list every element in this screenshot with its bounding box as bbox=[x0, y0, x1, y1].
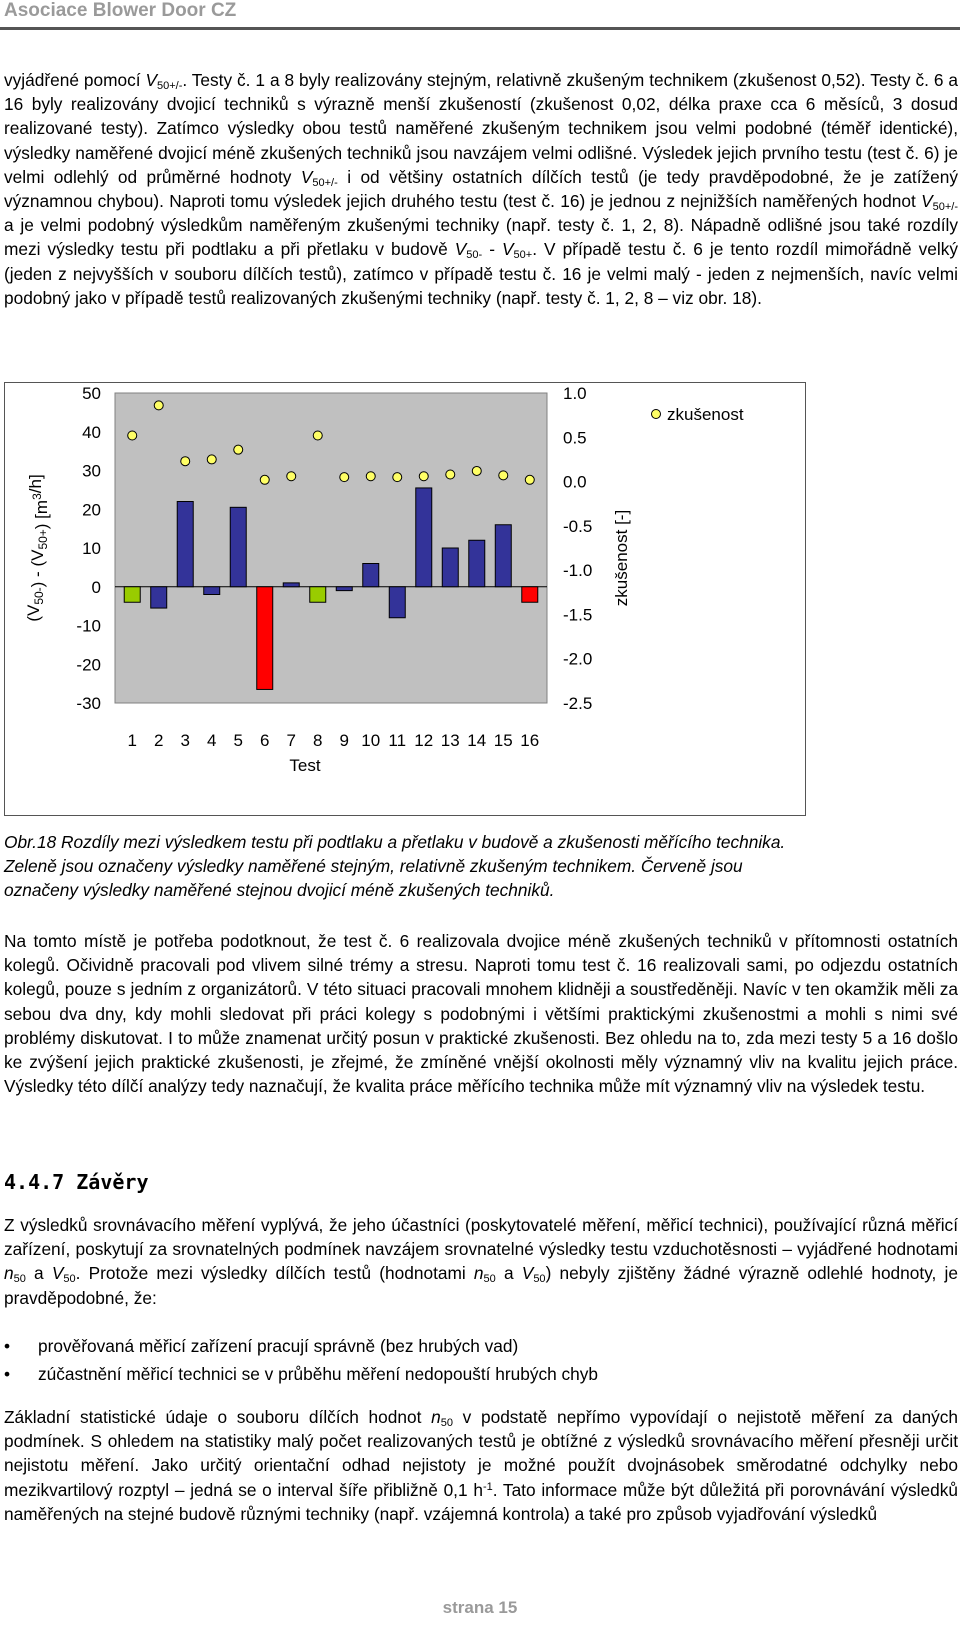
text-run: i od většiny ostatních dílčích testů (je tedy pravděpodobné, že je zatížený významnou chybou). Naproti tomu výsledek jejich druhého testu (test č. 16) je jednou z nejnižších naměřených hodnot bbox=[4, 166, 958, 212]
superscript: -1 bbox=[482, 1480, 493, 1493]
symbol-v: V bbox=[145, 70, 157, 90]
experience-marker bbox=[287, 472, 296, 481]
subscript: 50 bbox=[63, 1273, 76, 1286]
y-tick-label: 30 bbox=[82, 461, 101, 481]
subscript: 50 bbox=[440, 1417, 453, 1429]
chart-bar bbox=[124, 587, 140, 603]
y-axis-label bbox=[24, 474, 51, 621]
chart-bar bbox=[416, 488, 432, 587]
y2-axis-label: zkušenost [-] bbox=[612, 509, 631, 607]
section-heading: 4.4.7 Závěry bbox=[4, 1170, 149, 1194]
symbol-v: V bbox=[921, 191, 933, 212]
bullet-icon: • bbox=[4, 1336, 11, 1356]
x-tick-label: 16 bbox=[520, 731, 540, 750]
chart-bar bbox=[177, 502, 193, 587]
x-tick-label: 6 bbox=[260, 731, 270, 750]
y-axis-label-part: 50+ bbox=[36, 529, 50, 550]
experience-marker bbox=[207, 455, 216, 464]
x-axis-label: Test bbox=[289, 756, 321, 775]
y-tick-label: 0 bbox=[91, 577, 101, 597]
experience-marker bbox=[366, 472, 375, 481]
chart-svg bbox=[5, 383, 805, 815]
experience-marker bbox=[154, 401, 163, 410]
caption-line: označeny výsledky naměřené stejnou dvojicí méně zkušených techniků. bbox=[4, 880, 555, 900]
paragraph-conclusions bbox=[4, 1213, 958, 1310]
y-tick-label: 50 bbox=[82, 384, 101, 403]
paragraph-intro bbox=[4, 68, 958, 310]
y-tick-label: -30 bbox=[76, 694, 101, 713]
y2-tick-label: -2.0 bbox=[563, 649, 593, 669]
y-tick-label: -10 bbox=[76, 616, 101, 636]
x-tick-label: 7 bbox=[286, 731, 296, 750]
paragraph-discussion: Na tomto místě je potřeba podotknout, že test č. 6 realizovala dvojice méně zkušených techniků v přítomnosti ostatních kolegů. Očividně pracovali pod vlivem silné trémy a stresu. Naproti tomu test č. 16 realizovali sami, po odjezdu ostatních kolegů, pouze s jedním z organizátorů. V této situaci pracovali mnohem klidněji a soustředěněji. Navíc v ten okamžik měli za sebou dva dny, kdy mohli sledovat při práci kolegy s podobnými i většími praktickými zkušenostmi a mohli s nimi své problémy diskutovat. I to může znamenat určitý posun v praktické zkušenosti. Bez ohledu na to, zda mezi testy 5 a 16 došlo ke zvýšení jejich praktické zkušenosti, je zřejmé, že zmíněné vnější okolnosti měly významný vliv na kvalitu jejich práce. Výsledky této dílčí analýzy tedy naznačují, že kvalita práce měřícího technika může mít významný vliv na výsledek testu. bbox=[4, 931, 958, 1097]
y-tick-label: 40 bbox=[82, 422, 101, 442]
header-rule bbox=[0, 27, 960, 30]
text-run: ) nebyly zjištěny žádné výrazně odlehlé hodnoty, je pravděpodobné, že: bbox=[4, 1263, 958, 1308]
list-item-text: zúčastnění měřicí technici se v průběhu měření nedopouští hrubých chyb bbox=[38, 1364, 599, 1384]
chart-bar bbox=[310, 587, 326, 603]
y-axis-label-part: 3 bbox=[30, 493, 44, 500]
chart-bar bbox=[442, 548, 458, 587]
text-run: a bbox=[25, 1263, 52, 1284]
x-tick-label: 2 bbox=[153, 731, 164, 750]
subscript: 50 bbox=[533, 1273, 546, 1286]
text-run: . Tato informace může být důležitá při porovnávání výsledků naměřených na stejné budově různými techniky (např. vzájemná kontrola) a také pro způsob vyjadřování výsledků bbox=[4, 1479, 958, 1524]
y2-tick-label: 1.0 bbox=[563, 384, 587, 403]
bullet-list bbox=[4, 1332, 958, 1388]
list-item bbox=[4, 1360, 958, 1388]
x-tick-label: 14 bbox=[467, 731, 487, 750]
symbol-n: n bbox=[431, 1407, 441, 1427]
subscript: 50+ bbox=[513, 249, 533, 262]
x-tick-label: 8 bbox=[313, 731, 323, 750]
caption-line: Obr.18 Rozdíly mezi výsledkem testu při podtlaku a přetlaku v budově a zkušenosti měřícího technika. bbox=[4, 832, 786, 852]
subscript: 50 bbox=[13, 1273, 26, 1286]
chart-figure bbox=[4, 382, 806, 816]
text-run: a je velmi podobný výsledkům naměřeným zkušenými techniky (např. testy č. 1, 2, 8). Nápadně odlišné jsou také rozdíly mezi výsledky testu při podtlaku a při přetlaku v budově bbox=[4, 215, 958, 260]
y2-tick-label: 0.0 bbox=[563, 472, 587, 492]
symbol-v: V bbox=[502, 239, 514, 260]
chart-bar bbox=[363, 564, 379, 587]
text-run: v podstatě nepřímo vypovídají o nejistotě měření za daných podmínek. S ohledem na statistiky malý počet realizovaných testů je obtížné z výsledků srovnávacího měření přesněji určit nejistotu měření. Jako určitý orientační odhad nejistoty je možné použít dvojnásobek směrodatné odchylky nebo mezikvartilový rozptyl – jedná se o interval šíře přibližně 0,1 h bbox=[4, 1407, 959, 1500]
text-run: Z výsledků srovnávacího měření vyplývá, že jeho účastníci (poskytovatelé měření, měřicí technici), používající různá měřicí zařízení, poskytují za srovnatelných podmínek navzájem srovnatelné výsledky testu vzduchotěsnosti – vyjádřené hodnotami bbox=[4, 1215, 958, 1260]
caption-line: Zeleně jsou označeny výsledky naměřené stejným, relativně zkušeným technikem. Červeně jsou bbox=[4, 856, 743, 876]
x-tick-label: 13 bbox=[440, 731, 460, 750]
y2-tick-label: -2.5 bbox=[563, 694, 593, 713]
y2-tick-label: -1.5 bbox=[563, 605, 593, 625]
chart-bar bbox=[495, 525, 511, 587]
paragraph-statistics bbox=[4, 1405, 958, 1526]
y2-tick-label: -0.5 bbox=[563, 516, 593, 536]
text-run: vyjádřené pomocí bbox=[4, 70, 146, 90]
experience-marker bbox=[419, 472, 428, 481]
subscript: 50 bbox=[483, 1273, 496, 1286]
legend-marker bbox=[652, 410, 661, 419]
symbol-v: V bbox=[454, 239, 467, 260]
subscript: 50- bbox=[466, 249, 483, 262]
experience-marker bbox=[313, 431, 322, 440]
symbol-v: V bbox=[521, 1263, 534, 1284]
header-title: Asociace Blower Door CZ bbox=[4, 0, 237, 21]
chart-bar bbox=[469, 540, 485, 587]
list-item bbox=[4, 1332, 958, 1360]
experience-marker bbox=[472, 466, 481, 475]
text-run: . Testy č. 1 a 8 byly realizovány stejným, relativně zkušeným technikem (zkušenost 0,52). Testy č. 6 a 16 byly realizovány dvojicí techniků s výrazně menší zkušeností (zkušenost 0,02, délka praxe cca 6 měsíců, 3 dosud realizované testy). Zatímco výsledky obou testů naměřené zkušeným technikem jsou velmi podobné (téměř identické), výsledky naměřené dvojicí méně zkušených techniků jsou navzájem velmi odlišné. Výsledek jejich prvního testu (test č. 6) je velmi odlehlý od průměrné hodnoty bbox=[4, 70, 958, 187]
x-tick-label: 4 bbox=[207, 731, 217, 750]
experience-marker bbox=[499, 471, 508, 480]
subscript: 50+/- bbox=[312, 176, 338, 189]
text-run: a bbox=[495, 1263, 522, 1284]
x-tick-label: 10 bbox=[361, 731, 381, 750]
subscript: 50+/- bbox=[932, 201, 958, 214]
y-tick-label: -20 bbox=[76, 655, 101, 675]
y-axis-label-part: (V bbox=[24, 604, 43, 622]
bullet-icon: • bbox=[4, 1364, 11, 1384]
y-axis-label-part: ) - (V bbox=[28, 549, 47, 588]
y-axis-label-part: ) [m bbox=[32, 499, 51, 530]
chart-bar bbox=[389, 587, 405, 618]
symbol-n: n bbox=[4, 1263, 14, 1284]
x-tick-label: 3 bbox=[180, 731, 190, 750]
y-tick-label: 10 bbox=[82, 539, 101, 558]
experience-marker bbox=[234, 445, 243, 454]
y-axis-label-part: 50- bbox=[32, 587, 46, 605]
y-axis-label-part: /h] bbox=[26, 474, 45, 494]
symbol-n: n bbox=[473, 1263, 484, 1284]
chart-bar bbox=[336, 587, 352, 591]
figure-caption bbox=[4, 830, 958, 902]
experience-marker bbox=[260, 475, 269, 484]
chart-bar bbox=[204, 587, 220, 595]
x-tick-label: 15 bbox=[493, 731, 513, 750]
x-tick-label: 11 bbox=[388, 731, 407, 750]
list-item-text: prověřovaná měřicí zařízení pracují správně (bez hrubých vad) bbox=[38, 1336, 519, 1356]
text-run: . V případě testu č. 6 je tento rozdíl mimořádně velký (jeden z nejvyšších v souboru dílčích testů), zatímco v případě testu č. 16 je velmi malý - jeden z nejmenších, navíc velmi podobný jako v případě testů realizovaných zkušenými techniky (např. testy č. 1, 2, 8 – viz obr. 18). bbox=[4, 239, 958, 308]
experience-marker bbox=[181, 457, 190, 466]
experience-marker bbox=[393, 473, 402, 482]
chart-bar bbox=[257, 587, 273, 690]
chart-bar bbox=[283, 583, 299, 587]
experience-marker bbox=[525, 475, 534, 484]
y-tick-label: 20 bbox=[82, 500, 101, 520]
chart-bar bbox=[151, 587, 167, 608]
y2-tick-label: -1.0 bbox=[563, 561, 593, 581]
experience-marker bbox=[446, 470, 455, 479]
text-run: . Protože mezi výsledky dílčích testů (hodnotami bbox=[75, 1263, 474, 1284]
x-tick-label: 12 bbox=[414, 731, 434, 750]
x-tick-label: 1 bbox=[127, 731, 137, 750]
subscript: 50+/- bbox=[156, 80, 183, 92]
chart-bar bbox=[522, 587, 538, 603]
text-run: - bbox=[482, 239, 503, 260]
chart-bar bbox=[230, 507, 246, 586]
x-tick-label: 9 bbox=[339, 731, 349, 750]
y2-tick-label: 0.5 bbox=[563, 428, 587, 448]
x-tick-label: 5 bbox=[233, 731, 243, 750]
page-number: strana 15 bbox=[442, 1598, 518, 1617]
experience-marker bbox=[340, 473, 349, 482]
experience-marker bbox=[128, 431, 137, 440]
legend-label: zkušenost bbox=[667, 405, 744, 424]
text-run: Základní statistické údaje o souboru dílčích hodnot bbox=[4, 1407, 432, 1427]
symbol-v: V bbox=[51, 1263, 64, 1284]
symbol-v: V bbox=[300, 166, 313, 187]
